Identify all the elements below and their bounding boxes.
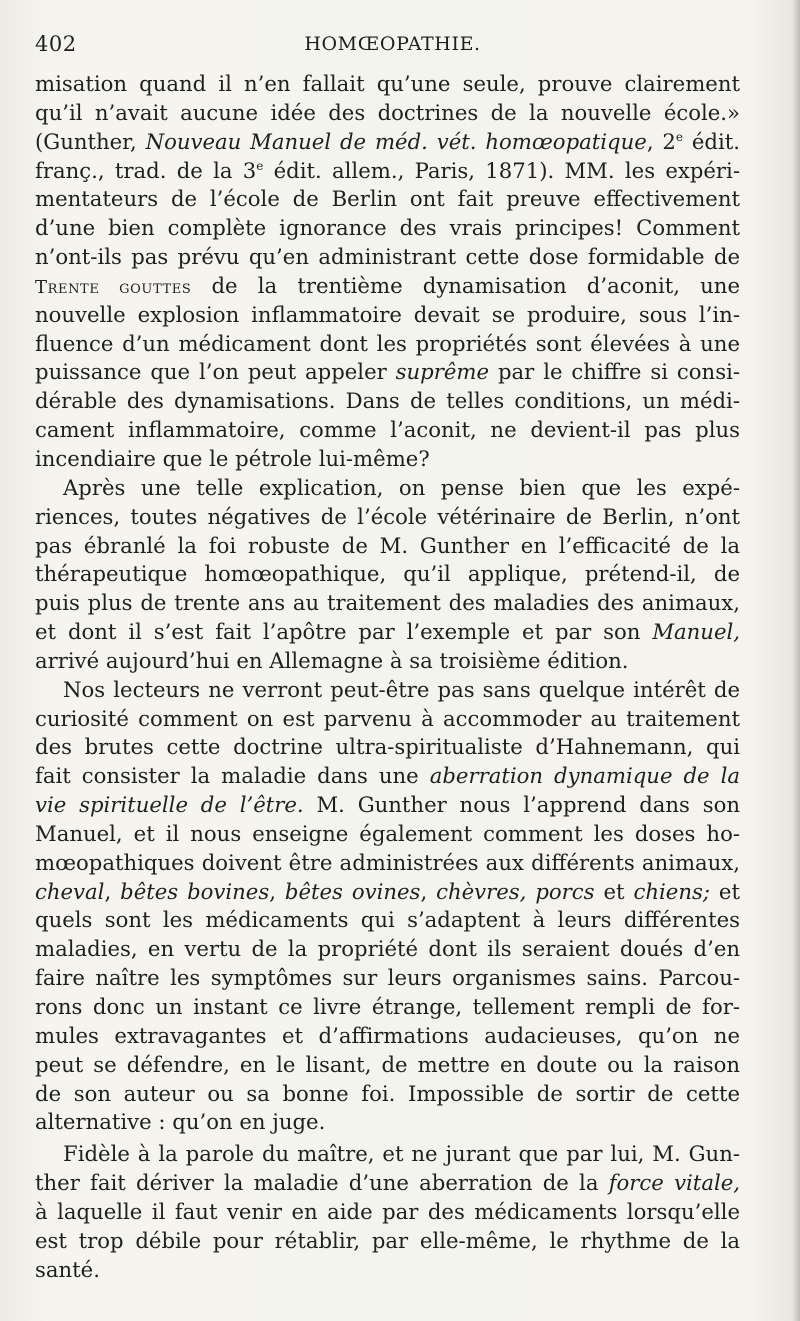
text-line xyxy=(35,243,740,272)
text-line xyxy=(35,618,740,647)
text-run: Nos lecteurs ne verront peut-être pas sans quelque intérêt de xyxy=(63,676,740,702)
text-line xyxy=(35,647,740,676)
text-run: maladies, en vertu de la propriété dont ils seraient doués d’en xyxy=(35,936,740,962)
text-run: (Gunther, xyxy=(35,128,146,154)
text-run: Nouveau Manuel de méd. vét. homœopatique xyxy=(145,128,647,154)
text-run: , xyxy=(104,878,121,904)
text-run: édit. allem., Paris, 1871). MM. les expéri- xyxy=(263,157,740,183)
text-run: par le chiffre si consi- xyxy=(489,359,740,385)
text-run: rons donc un instant ce livre étrange, tellement rempli de for- xyxy=(35,994,740,1019)
text-run: mœopathiques doivent être administrées aux différents animaux, xyxy=(35,849,740,875)
text-line xyxy=(35,445,740,474)
text-run: d’une bien complète ignorance des vrais principes! Comment xyxy=(35,215,740,241)
text-line xyxy=(35,1198,740,1227)
text-line xyxy=(35,1256,740,1285)
text-run: , xyxy=(269,878,285,904)
text-line xyxy=(35,1227,740,1256)
text-run: Trente gouttes xyxy=(35,276,192,298)
text-run: M. Gunther nous l’apprend dans son xyxy=(303,792,740,818)
text-run: bêtes ovines xyxy=(284,878,421,904)
text-line xyxy=(35,387,740,416)
text-run: nouvelle explosion inflammatoire devait se produire, sous l’in- xyxy=(35,301,740,327)
text-run: franç., trad. de la 3 xyxy=(35,157,257,183)
text-run: , xyxy=(420,878,437,904)
running-title: HOMŒOPATHIE. xyxy=(304,33,481,55)
text-line xyxy=(35,906,740,935)
text-run: arrivé aujourd’hui en Allemagne à sa troisième édition. xyxy=(35,647,629,673)
text-run: vie spirituelle de l’être. xyxy=(35,792,304,818)
text-run: et dont il s’est fait l’apôtre par l’exemple et par son xyxy=(35,619,653,645)
text-run: n’ont-ils pas prévu qu’en administrant cette dose formidable de xyxy=(35,244,740,270)
text-run: Manuel, xyxy=(652,619,740,645)
text-run: ther fait dériver la maladie d’une aberration de la xyxy=(35,1170,609,1196)
text-line xyxy=(35,214,740,243)
page-number: 402 xyxy=(35,32,77,56)
text-run: force vitale, xyxy=(608,1170,740,1196)
text-run: de la trentième dynamisation d’aconit, une xyxy=(191,272,740,298)
text-line xyxy=(35,560,740,589)
text-line xyxy=(35,820,740,849)
text-line xyxy=(35,157,740,186)
text-line xyxy=(35,849,740,878)
text-line xyxy=(35,272,740,301)
text-run: alternative : qu’on en juge. xyxy=(35,1109,326,1135)
text-line xyxy=(35,878,740,907)
text-run: e xyxy=(675,129,684,144)
text-line xyxy=(35,1022,740,1051)
text-line xyxy=(35,935,740,964)
text-line xyxy=(35,1140,740,1169)
text-run: peut se défendre, en le lisant, de mettre en doute ou la raison xyxy=(35,1051,740,1077)
text-line xyxy=(35,474,740,503)
text-line xyxy=(35,99,740,128)
text-run: et xyxy=(594,878,634,904)
text-run: curiosité comment on est parvenu à accommoder au traitement xyxy=(35,705,740,731)
text-run: qu’il n’avait aucune idée des doctrines de la nouvelle école.» xyxy=(35,99,740,125)
text-run: et xyxy=(709,878,740,904)
text-line xyxy=(35,503,740,532)
text-run: chiens; xyxy=(633,878,710,904)
text-line xyxy=(35,964,740,993)
text-run: cheval xyxy=(35,878,105,904)
text-run: fait consister la maladie dans une xyxy=(35,763,430,789)
text-run: aberration dynamique de la xyxy=(429,763,740,789)
text-line xyxy=(35,589,740,618)
text-run: santé. xyxy=(35,1256,100,1282)
text-run: édit. xyxy=(683,128,740,154)
text-run: de son auteur ou sa bonne foi. Impossible de sortir de cette xyxy=(35,1080,740,1106)
text-run: riences, toutes négatives de l’école vétérinaire de Berlin, n’ont xyxy=(35,503,740,529)
text-line xyxy=(35,301,740,330)
text-line xyxy=(35,1108,740,1137)
text-line xyxy=(35,762,740,791)
text-run: pas ébranlé la foi robuste de M. Gunther en l’efficacité de la xyxy=(35,532,740,558)
text-run: fluence d’un médicament dont les propriétés sont élevées à une xyxy=(35,330,740,356)
text-line xyxy=(35,993,740,1022)
text-line xyxy=(35,1080,740,1109)
text-line xyxy=(35,416,740,445)
text-run: e xyxy=(256,158,264,173)
text-line xyxy=(35,358,740,387)
text-line xyxy=(35,532,740,561)
text-run: puis plus de trente ans au traitement des maladies des animaux, xyxy=(35,590,740,616)
text-run: chèvres, porcs xyxy=(436,878,595,904)
text-run: bêtes bovines xyxy=(120,878,270,904)
page-edge-shadow xyxy=(792,0,800,1321)
text-run: Manuel, et il nous enseigne également comment les doses ho- xyxy=(35,820,740,846)
text-run: cament inflammatoire, comme l’aconit, ne devient-il pas plus xyxy=(35,417,740,443)
text-run: incendiaire que le pétrole lui-même? xyxy=(35,445,430,471)
text-line xyxy=(35,733,740,762)
text-line xyxy=(35,676,740,705)
text-line xyxy=(35,705,740,734)
text-run: Après une telle explication, on pense bien que les expé- xyxy=(63,474,740,500)
text-run: misation quand il n’en fallait qu’une seule, prouve clairement xyxy=(35,71,740,96)
text-run: quels sont les médicaments qui s’adaptent à leurs différentes xyxy=(35,907,740,933)
text-run: puissance que l’on peut appeler xyxy=(35,359,396,385)
text-run: suprême xyxy=(395,359,490,385)
text-run: thérapeutique homœopathique, qu’il applique, prétend-il, de xyxy=(35,561,740,587)
text-line xyxy=(35,70,740,99)
text-run: dérable des dynamisations. Dans de telles conditions, un médi- xyxy=(35,388,740,414)
text-run: mentateurs de l’école de Berlin ont fait preuve effectivement xyxy=(35,186,740,212)
text-line xyxy=(35,1051,740,1080)
text-line xyxy=(35,791,740,820)
text-run: , 2 xyxy=(646,128,676,154)
text-run: Fidèle à la parole du maître, et ne jurant que par lui, M. Gun- xyxy=(63,1141,740,1167)
page-header xyxy=(35,32,750,60)
text-run: faire naître les symptômes sur leurs organismes sains. Parcou- xyxy=(35,965,740,991)
text-line xyxy=(35,1169,740,1198)
text-line xyxy=(35,330,740,359)
body-text xyxy=(35,70,740,1284)
text-line xyxy=(35,185,740,214)
text-run: des brutes cette doctrine ultra-spiritualiste d’Hahnemann, qui xyxy=(35,734,740,760)
text-run: mules extravagantes et d’affirmations audacieuses, qu’on ne xyxy=(35,1022,740,1048)
text-run: à laquelle il faut venir en aide par des médicaments lorsqu’elle xyxy=(35,1198,740,1224)
text-run: est trop débile pour rétablir, par elle-même, le rhythme de la xyxy=(35,1227,740,1253)
text-line xyxy=(35,128,740,157)
